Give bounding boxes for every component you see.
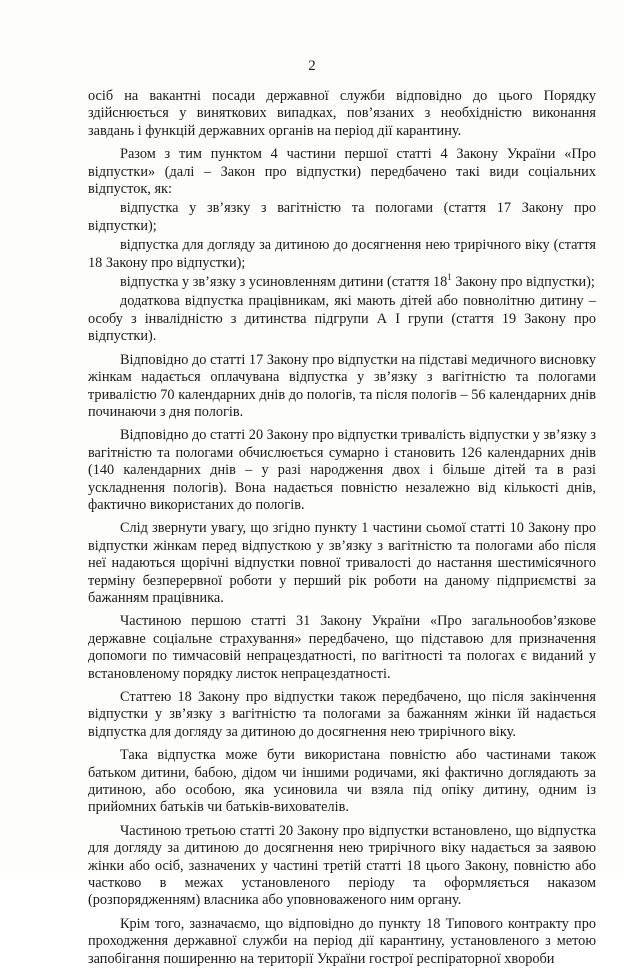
paragraph-continuation: осіб на вакантні посади державної служби відповідно до цього Порядку здійснюється у виняткових випадках, пов’язаних з необхідністю виконання завдань і функцій державних органів на період дії карантину. <box>88 88 596 139</box>
paragraph-article-20-duration: Відповідно до статті 20 Закону про відпустки тривалість відпустки у зв’язку з вагітністю та пологами обчислюється сумарно і становить 126 календарних днів (140 календарних днів – у разі народження двох і більше дітей та в разі ускладнення пологів). Вона надається повністю незалежно від кількості днів, фактично використаних до пологів. <box>88 427 596 513</box>
paragraph-typical-contract: Крім того, зазначаємо, що відповідно до пункту 18 Типового контракту про проходження державної служби на період дії карантину, установленого з метою запобігання поширенню на території України гострої респіраторної хвороби <box>88 915 596 967</box>
adoption-leave-text: відпустка у зв’язку з усиновленням дитини (стаття 18 <box>120 274 448 291</box>
paragraph-article-31: Частиною першою статті 31 Закону України «Про загальнообов’язкове державне соціальне страхування» передбачено, що підставою для призначення допомоги по тимчасовій непрацездатності, по вагітності та пологах є виданий у встановленому порядку листок непрацездатності. <box>88 613 596 682</box>
paragraph-article-10: Слід звернути увагу, що згідно пункту 1 частини сьомої статті 10 Закону про відпустки жінкам перед відпусткою у зв’язку з вагітністю та пологами або після неї надаються щорічні відпустки повної тривалості до настання шестимісячного терміну безперервної роботи у перший рік роботи на даному підприємстві за бажанням працівника. <box>88 520 596 606</box>
paragraph-article-18: Статтею 18 Закону про відпустки також передбачено, що після закінчення відпустки у зв’язку з вагітністю та пологами за бажанням жінки їй надається відпустка для догляду за дитиною до досягнення нею трирічного віку. <box>88 689 596 740</box>
list-item-maternity-leave: відпустка у зв’язку з вагітністю та пологами (стаття 17 Закону про відпустки); <box>88 200 596 234</box>
list-item-childcare-leave: відпустка для догляду за дитиною до досягнення нею трирічного віку (стаття 18 Закону про відпустки); <box>88 237 596 271</box>
adoption-leave-tail: Закону про відпустки); <box>451 274 595 291</box>
document-body <box>88 88 596 968</box>
paragraph-social-leave-intro: Разом з тим пунктом 4 частини першої статті 4 Закону України «Про відпустки» (далі – Закон про відпустки) передбачено такі види соціальних відпусток, як: <box>88 146 596 198</box>
superscript: 1 <box>447 272 452 283</box>
paragraph-article-17: Відповідно до статті 17 Закону про відпустки на підставі медичного висновку жінкам надається оплачувана відпустка у зв’язку з вагітністю та пологами тривалістю 70 календарних днів до пологів, та після пологів – 56 календарних днів починаючи з дня пологів. <box>88 351 596 420</box>
paragraph-leave-usage: Така відпустка може бути використана повністю або частинами також батьком дитини, бабою, дідом чи іншими родичами, які фактично доглядають за дитиною, або особою, яка усиновила чи взяла під опіку дитину, одним із прийомних батьків чи батьків-вихователів. <box>88 747 596 816</box>
page-number: 2 <box>308 58 316 74</box>
list-item-additional-leave: додаткова відпустка працівникам, які мають дітей або повнолітню дитину – особу з інвалідністю з дитинства підгрупи А І групи (стаття 19 Закону про відпустки). <box>88 293 596 345</box>
list-item-adoption-leave <box>88 274 596 291</box>
paragraph-article-20-part-3: Частиною третьою статті 20 Закону про відпустки встановлено, що відпустка для догляду за дитиною до досягнення нею трирічного віку надається за заявою жінки або осіб, зазначених у частині третій статті 18 цього Закону, повністю або частково в межах установленого періоду та оформляється наказом (розпорядженням) власника або уповноваженого ним органу. <box>88 822 596 909</box>
